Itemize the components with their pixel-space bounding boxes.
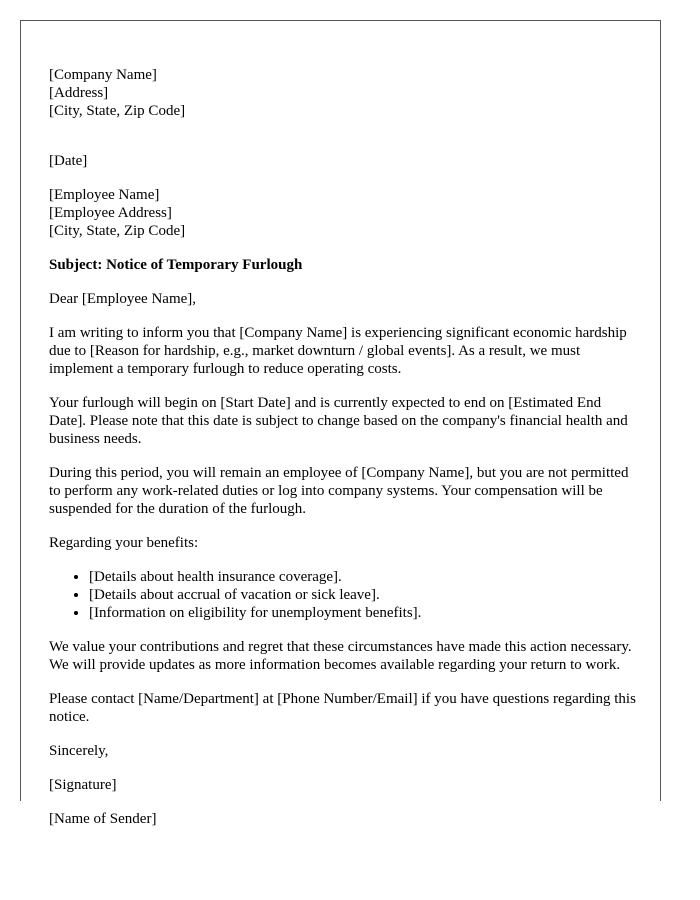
paragraph-3: During this period, you will remain an employee of [Company Name], but you are not permitted to perform any work-related duties or log into company systems. Your compensation will be suspended for the duration of the furlough. xyxy=(49,465,629,517)
list-item: • [Details about accrual of vacation or sick leave]. xyxy=(89,586,639,604)
list-item: • [Details about health insurance coverage]. xyxy=(89,568,639,586)
paragraph-benefits-intro: Regarding your benefits: xyxy=(49,535,199,551)
salutation: Dear [Employee Name], xyxy=(49,291,197,307)
recipient-name: [Employee Name] xyxy=(49,187,160,203)
recipient-address: [Employee Address] xyxy=(49,205,172,221)
sender-name: [Name of Sender] xyxy=(49,811,157,827)
signoff: Sincerely, xyxy=(49,743,109,759)
sender-address: [Address] xyxy=(49,85,109,101)
sender-company: [Company Name] xyxy=(49,67,157,83)
letter-date: [Date] xyxy=(49,153,88,169)
paragraph-1: I am writing to inform you that [Company Name] is experiencing significant economic hardship due to [Reason for hardship, e.g., market downturn / global events]. As a result, we must implement a temporary furlough to reduce operating costs. xyxy=(49,325,627,377)
closing-paragraph-1: We value your contributions and regret that these circumstances have made this action necessary. We will provide updates as more information becomes available regarding your return to work. xyxy=(49,639,632,673)
letter-page xyxy=(20,20,661,827)
list-item: • [Information on eligibility for unemployment benefits]. xyxy=(89,604,639,622)
signature: [Signature] xyxy=(49,777,117,793)
recipient-city: [City, State, Zip Code] xyxy=(49,223,186,239)
sender-city: [City, State, Zip Code] xyxy=(49,103,186,119)
recipient-block xyxy=(49,186,639,240)
subject-line: Subject: Notice of Temporary Furlough xyxy=(49,257,303,273)
paragraph-2: Your furlough will begin on [Start Date] and is currently expected to end on [Estimated End Date]. Please note that this date is subject to change based on the company's financial health and business needs. xyxy=(49,395,628,447)
letter-body xyxy=(49,50,639,844)
closing-paragraph-2: Please contact [Name/Department] at [Phone Number/Email] if you have questions regarding this notice. xyxy=(49,691,636,725)
benefits-list xyxy=(49,568,639,622)
